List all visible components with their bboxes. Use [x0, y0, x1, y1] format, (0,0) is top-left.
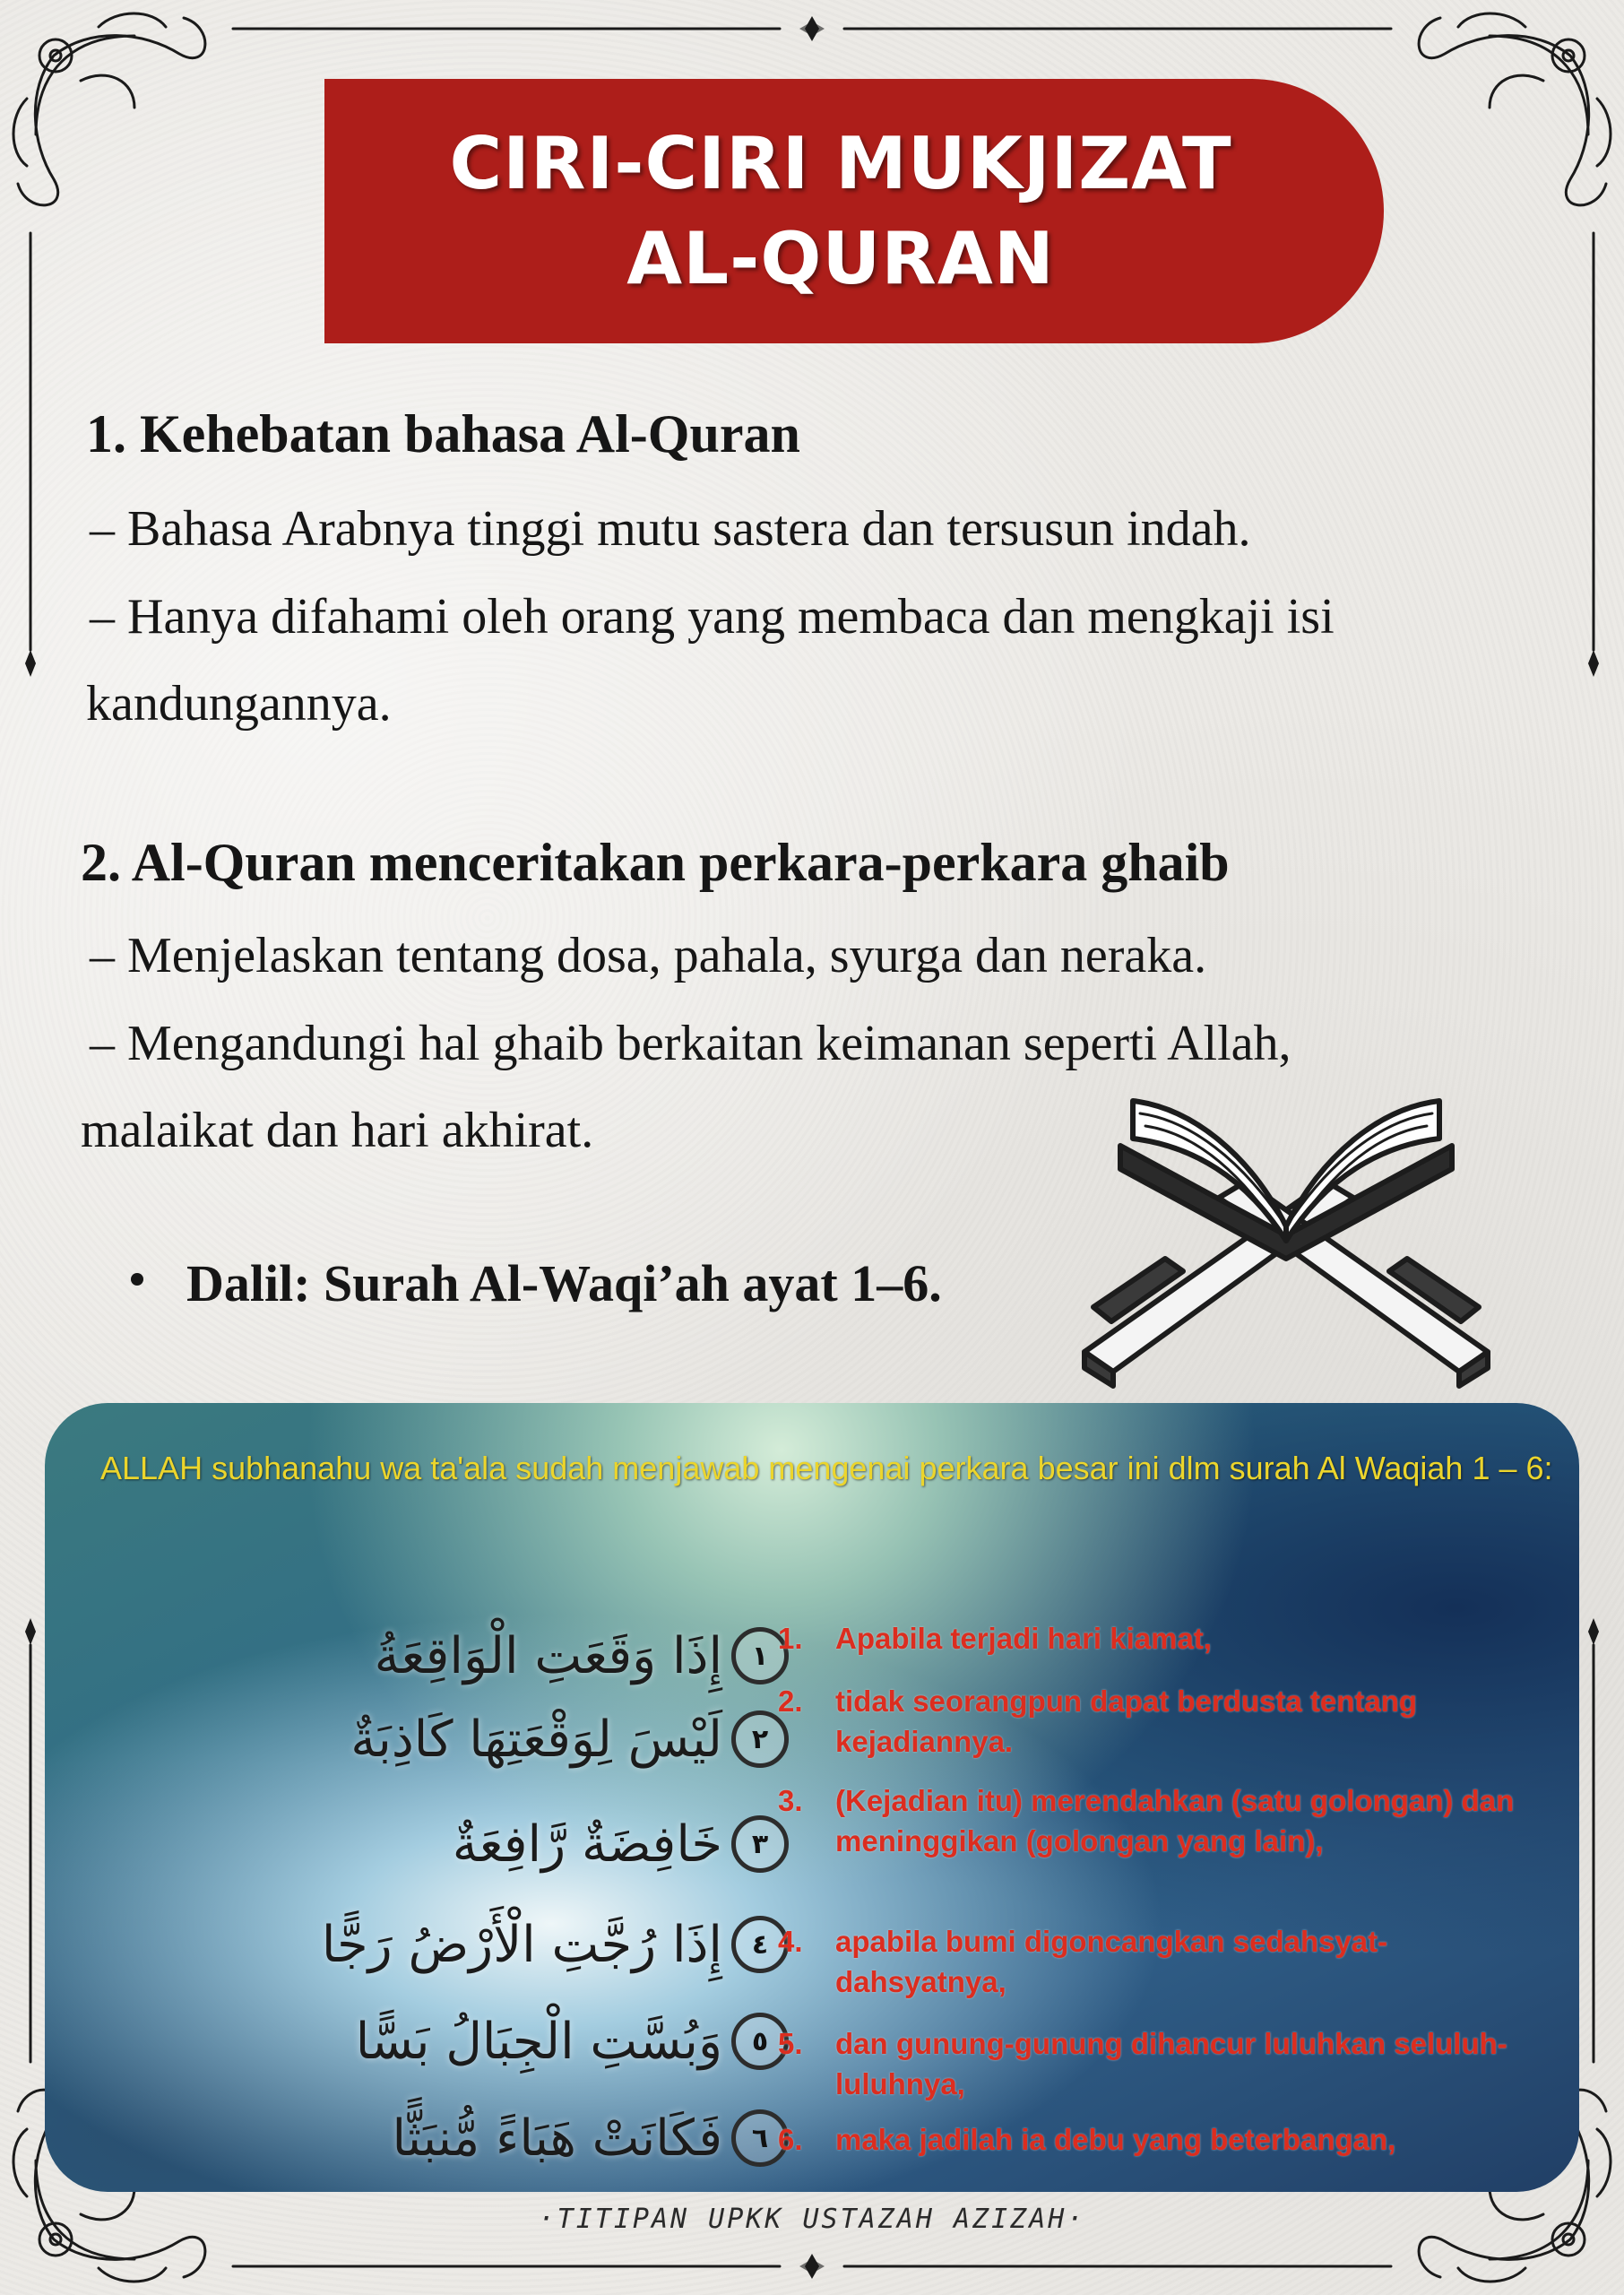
translation-number: 6.: [778, 2123, 803, 2156]
title-line-2: AL-QURAN: [626, 216, 1055, 300]
arabic-verse: [260, 1907, 789, 1982]
title-banner: [324, 79, 1384, 343]
section1-point2-line2: kandungannya.: [86, 676, 392, 732]
section2-heading: 2. Al-Quran menceritakan perkara-perkara ghaib: [81, 833, 1230, 892]
translation-item: [778, 2119, 1558, 2160]
translation-number: 5.: [778, 2027, 803, 2060]
arabic-verse-text: وَبُسَّتِ الْجِبَالُ بَسًّا: [355, 2012, 722, 2071]
arabic-verse: [260, 2004, 789, 2079]
verse-number-mark: ٣: [731, 1815, 789, 1873]
section2-point2-line1: – Mengandungi hal ghaib berkaitan keimanan seperti Allah,: [90, 1016, 1291, 1071]
arabic-verse-text: فَكَانَتْ هَبَاءً مُّنبَثًّا: [392, 2109, 722, 2168]
translation-number: 2.: [778, 1684, 803, 1718]
surah-image-panel: [45, 1403, 1579, 2192]
dalil-text: Dalil: Surah Al-Waqi’ah ayat 1–6.: [186, 1254, 942, 1312]
verse-number-mark: ٢: [731, 1710, 789, 1768]
arabic-verse: [260, 1806, 789, 1882]
translation-text: (Kejadian itu) merendahkan (satu golongan) dan meninggikan (golongan yang lain),: [835, 1784, 1515, 1858]
translation-number: 1.: [778, 1622, 803, 1655]
arabic-verse: [260, 1618, 789, 1693]
section1-point1: – Bahasa Arabnya tinggi mutu sastera dan tersusun indah.: [90, 501, 1251, 557]
translation-text: dan gunung-gunung dihancur luluhkan seluluh-luluhnya,: [835, 2027, 1507, 2100]
translation-number: 3.: [778, 1784, 803, 1817]
translation-text: apabila bumi digoncangkan sedahsyat-dahsyatnya,: [835, 1925, 1388, 1998]
arabic-verse: [260, 1702, 789, 1777]
section2-point2-line2: malaikat dan hari akhirat.: [81, 1103, 594, 1158]
translation-item: [778, 1681, 1558, 1762]
verse-number-mark: ١: [731, 1627, 789, 1684]
translation-item: [778, 1618, 1558, 1658]
verse-number-mark: ٦: [731, 2109, 789, 2167]
arabic-verse-text: إِذَا رُجَّتِ الْأَرْضُ رَجًّا: [321, 1915, 722, 1974]
translation-text: Apabila terjadi hari kiamat,: [835, 1622, 1212, 1655]
arabic-verse-text: لَيْسَ لِوَقْعَتِهَا كَاذِبَةٌ: [350, 1710, 722, 1769]
section1-point2-line1: – Hanya difahami oleh orang yang membaca dan mengkaji isi: [90, 589, 1335, 645]
arabic-verse: [260, 2100, 789, 2176]
section2-point1: – Menjelaskan tentang dosa, pahala, syurga dan neraka.: [90, 928, 1207, 983]
translation-text: tidak seorangpun dapat berdusta tentang kejadiannya.: [835, 1684, 1418, 1758]
verse-number-mark: ٤: [731, 1916, 789, 1973]
translation-item: [778, 1780, 1558, 1861]
arabic-verse-text: خَافِضَةٌ رَّافِعَةٌ: [452, 1814, 722, 1874]
translation-item: [778, 1921, 1558, 2002]
verse-number-mark: ٥: [731, 2013, 789, 2070]
title-line-1: CIRI-CIRI MUKJIZAT: [449, 121, 1232, 205]
panel-header: ALLAH subhanahu wa ta'ala sudah menjawab mengenai perkara besar ini dlm surah Al Waqiah 1 – 6:: [100, 1450, 1553, 1486]
footer-credit: ·TITIPAN UPKK USTAZAH AZIZAH·: [538, 2204, 1086, 2235]
bullet-dot: [131, 1273, 143, 1286]
translation-number: 4.: [778, 1925, 803, 1958]
translation-text: maka jadilah ia debu yang beterbangan,: [835, 2123, 1396, 2156]
section1-heading: 1. Kehebatan bahasa Al-Quran: [86, 404, 800, 463]
arabic-verse-text: إِذَا وَقَعَتِ الْوَاقِعَةُ: [374, 1626, 722, 1685]
translation-item: [778, 2023, 1558, 2104]
quran-stand-icon: [1058, 1083, 1515, 1399]
